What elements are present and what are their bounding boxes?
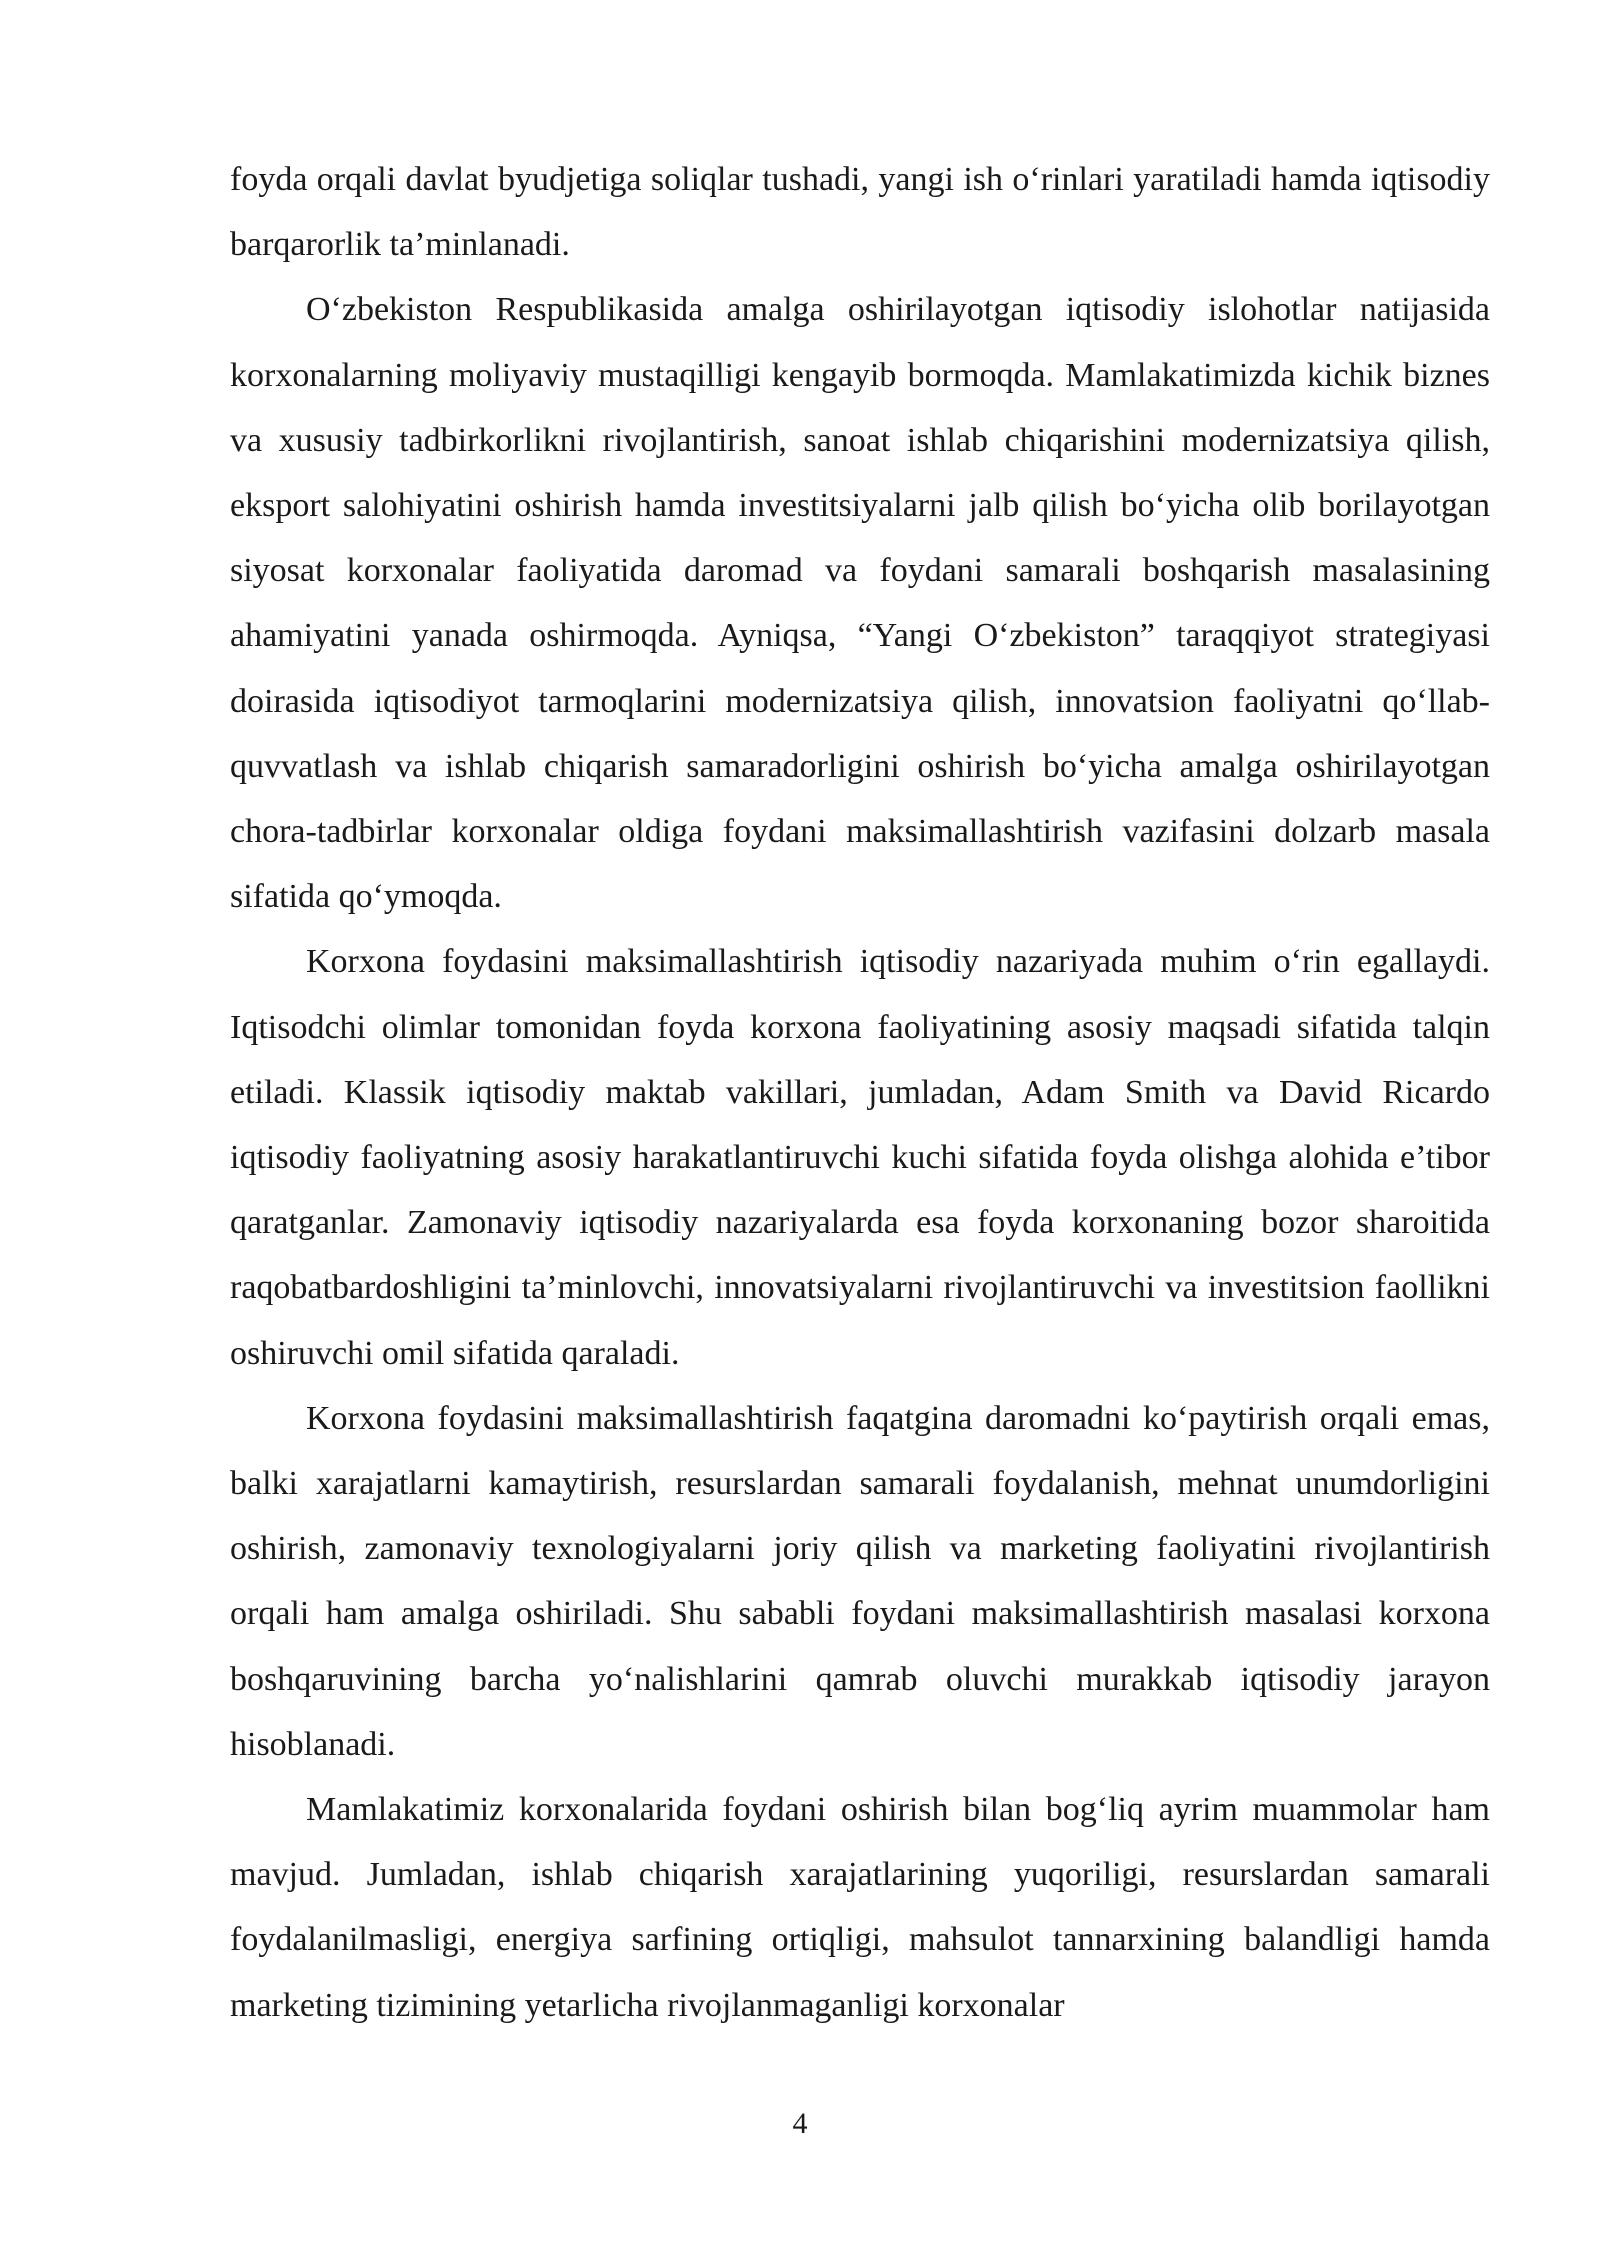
page-number: 4 (792, 2107, 808, 2140)
paragraph-4: Korxona foydasini maksimallashtirish faqatgina daromadni ko‘paytirish orqali emas, balki xarajatlarni kamaytirish, resurslardan samarali foydalanish, mehnat unumdorligini oshirish, zamonaviy texnologiyalarni joriy qilish va marketing faoliyatini rivojlantirish orqali ham amalga oshiriladi. Shu sababli foydani maksimallashtirish masalasi korxona boshqaruvining barcha yo‘nalishlarini qamrab oluvchi murakkab iqtisodiy jarayon hisoblanadi. (230, 1399, 1490, 1763)
paragraph-1: foyda orqali davlat byudjetiga soliqlar tushadi, yangi ish o‘rinlari yaratiladi hamda iqtisodiy barqarorlik ta’minlanadi. (230, 161, 1490, 264)
paragraph-2: O‘zbekiston Respublikasida amalga oshirilayotgan iqtisodiy islohotlar natijasida korxonalarning moliyaviy mustaqilligi kengayib bormoqda. Mamlakatimizda kichik biznes va xususiy tadbirkorlikni rivojlantirish, sanoat ishlab chiqarishini modernizatsiya qilish, eksport salohiyatini oshirish hamda investitsiyalarni jalb qilish bo‘yicha olib borilayotgan siyosat korxonalar faoliyatida daromad va foydani samarali boshqarish masalasining ahamiyatini yanada oshirmoqda. Ayniqsa, “Yangi O‘zbekiston” taraqqiyot strategiyasi doirasida iqtisodiyot tarmoqlarini modernizatsiya qilish, innovatsion faoliyatni qo‘llab-quvvatlash va ishlab chiqarish samaradorligini oshirish bo‘yicha amalga oshirilayotgan chora-tadbirlar korxonalar oldiga foydani maksimallashtirish vazifasini dolzarb masala sifatida qo‘ymoqda. (230, 291, 1490, 916)
paragraph-3: Korxona foydasini maksimallashtirish iqtisodiy nazariyada muhim o‘rin egallaydi. Iqtisodchi olimlar tomonidan foyda korxona faoliyatining asosiy maqsadi sifatida talqin etiladi. Klassik iqtisodiy maktab vakillari, jumladan, Adam Smith va David Ricardo iqtisodiy faoliyatning asosiy harakatlantiruvchi kuchi sifatida foyda olishga alohida e’tibor qaratganlar. Zamonaviy iqtisodiy nazariyalarda esa foyda korxonaning bozor sharoitida raqobatbardoshligini ta’minlovchi, innovatsiyalarni rivojlantiruvchi va investitsion faollikni oshiruvchi omil sifatida qaraladi. (230, 943, 1490, 1372)
paragraph-5: Mamlakatimiz korxonalarida foydani oshirish bilan bog‘liq ayrim muammolar ham mavjud. Jumladan, ishlab chiqarish xarajatlarining yuqoriligi, resurslardan samarali foydalanilmasligi, energiya sarfining ortiqligi, mahsulot tannarxining balandligi hamda marketing tizimining yetarlicha rivojlanmaganligi korxonalar (230, 1791, 1490, 2024)
body-text (230, 147, 1490, 2038)
